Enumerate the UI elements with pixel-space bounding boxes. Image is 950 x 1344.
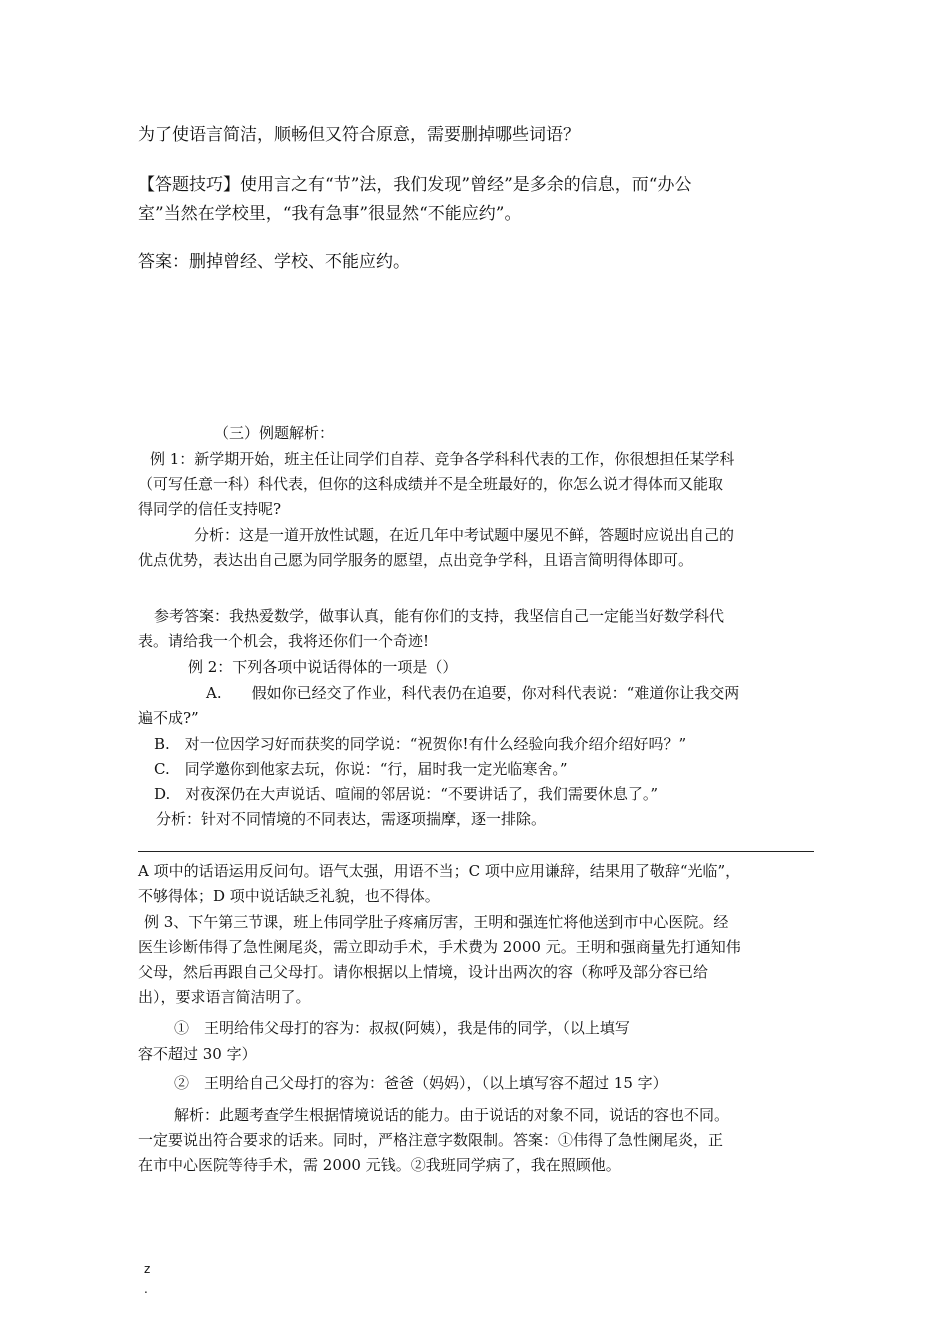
- option-c: C. 同学邀你到他家去玩，你说：“行，届时我一定光临寒舍。”: [154, 760, 568, 778]
- section-heading: （三）例题解析：: [214, 424, 335, 442]
- analysis-1-line-1: 分析：这是一道开放性试题，在近几年中考试题中屡见不鲜，答题时应说出自己的: [194, 526, 735, 544]
- tip-line-2: 室”当然在学校里，“我有急事”很显然“不能应约”。: [138, 204, 522, 224]
- example-1-line-2: （可写任意一科）科代表，但你的这科成绩并不是全班最好的，你怎么说才得体而又能取: [138, 475, 724, 493]
- reference-answer-line-1: 参考答案：我热爱数学，做事认真，能有你们的支持，我坚信自己一定能当好数学科代: [154, 607, 725, 625]
- footer-mark: z: [144, 1262, 151, 1276]
- example-3-line-1: 例 3、下午第三节课，班上伟同学肚子疼痛厉害，王明和强连忙将他送到市中心医院。经: [144, 913, 729, 931]
- example-1-line-3: 得同学的信任支持呢?: [138, 500, 282, 518]
- analysis-2: 分析：针对不同情境的不同表达，需逐项揣摩，逐一排除。: [156, 810, 547, 828]
- solution-line-1: 解析：此题考查学生根据情境说话的能力。由于说话的对象不同，说话的容也不同。: [174, 1106, 730, 1124]
- solution-line-2: 一定要说出符合要求的话来。同时，严格注意字数限制。答案：①伟得了急性阑尾炎，正: [138, 1131, 724, 1149]
- question-1-line-1: ① 王明给伟父母打的容为：叔叔(阿姨），我是伟的同学，（以上填写: [174, 1019, 630, 1037]
- question-text: 为了使语言简洁，顺畅但又符合原意，需要删掉哪些词语？: [138, 125, 580, 145]
- option-d: D. 对夜深仍在大声说话、喧闹的邻居说：“不要讲话了，我们需要休息了。”: [154, 785, 659, 803]
- analysis-options-line-1: A 项中的话语运用反问句。语气太强，用语不当；C 项中应用谦辞，结果用了敬辞“光临”，: [138, 862, 741, 880]
- question-2: ② 王明给自己父母打的容为：爸爸（妈妈），（以上填写容不超过 15 字）: [174, 1074, 668, 1092]
- option-a-line-1: A. 假如你已经交了作业，科代表仍在追要，你对科代表说：“难道你让我交两: [206, 684, 740, 702]
- tip-line-1: 【答题技巧】使用言之有“节”法，我们发现”曾经”是多余的信息，而“办公: [138, 175, 692, 195]
- analysis-1-line-2: 优点优势，表达出自己愿为同学服务的愿望，点出竞争学科，且语言简明得体即可。: [138, 551, 694, 569]
- divider-line: [138, 851, 814, 852]
- solution-line-3: 在市中心医院等待手术，需 2000 元钱。②我班同学病了，我在照顾他。: [138, 1156, 621, 1174]
- example-1-line-1: 例 1：新学期开始，班主任让同学们自荐、竞争各学科科代表的工作，你很想担任某学科: [150, 450, 735, 468]
- reference-answer-line-2: 表。请给我一个机会，我将还你们一个奇迹!: [138, 632, 430, 650]
- analysis-options-line-2: 不够得体；D 项中说话缺乏礼貌，也不得体。: [138, 887, 440, 905]
- footer-dot: .: [144, 1282, 148, 1296]
- option-a-line-2: 遍不成?”: [138, 709, 199, 727]
- answer-line: 答案：删掉曾经、学校、不能应约。: [138, 252, 410, 272]
- example-3-line-4: 出），要求语言简洁明了。: [138, 988, 311, 1006]
- question-1-line-2: 容不超过 30 字）: [138, 1045, 257, 1063]
- option-b: B. 对一位因学习好而获奖的同学说：“祝贺你!有什么经验向我介绍介绍好吗？”: [154, 735, 687, 753]
- example-2-question: 例 2：下列各项中说话得体的一项是（）: [188, 658, 458, 676]
- example-3-line-2: 医生诊断伟得了急性阑尾炎，需立即动手术，手术费为 2000 元。王明和强商量先打通知伟: [138, 938, 741, 956]
- example-3-line-3: 父母，然后再跟自己父母打。请你根据以上情境，设计出两次的容（称呼及部分容已给: [138, 963, 709, 981]
